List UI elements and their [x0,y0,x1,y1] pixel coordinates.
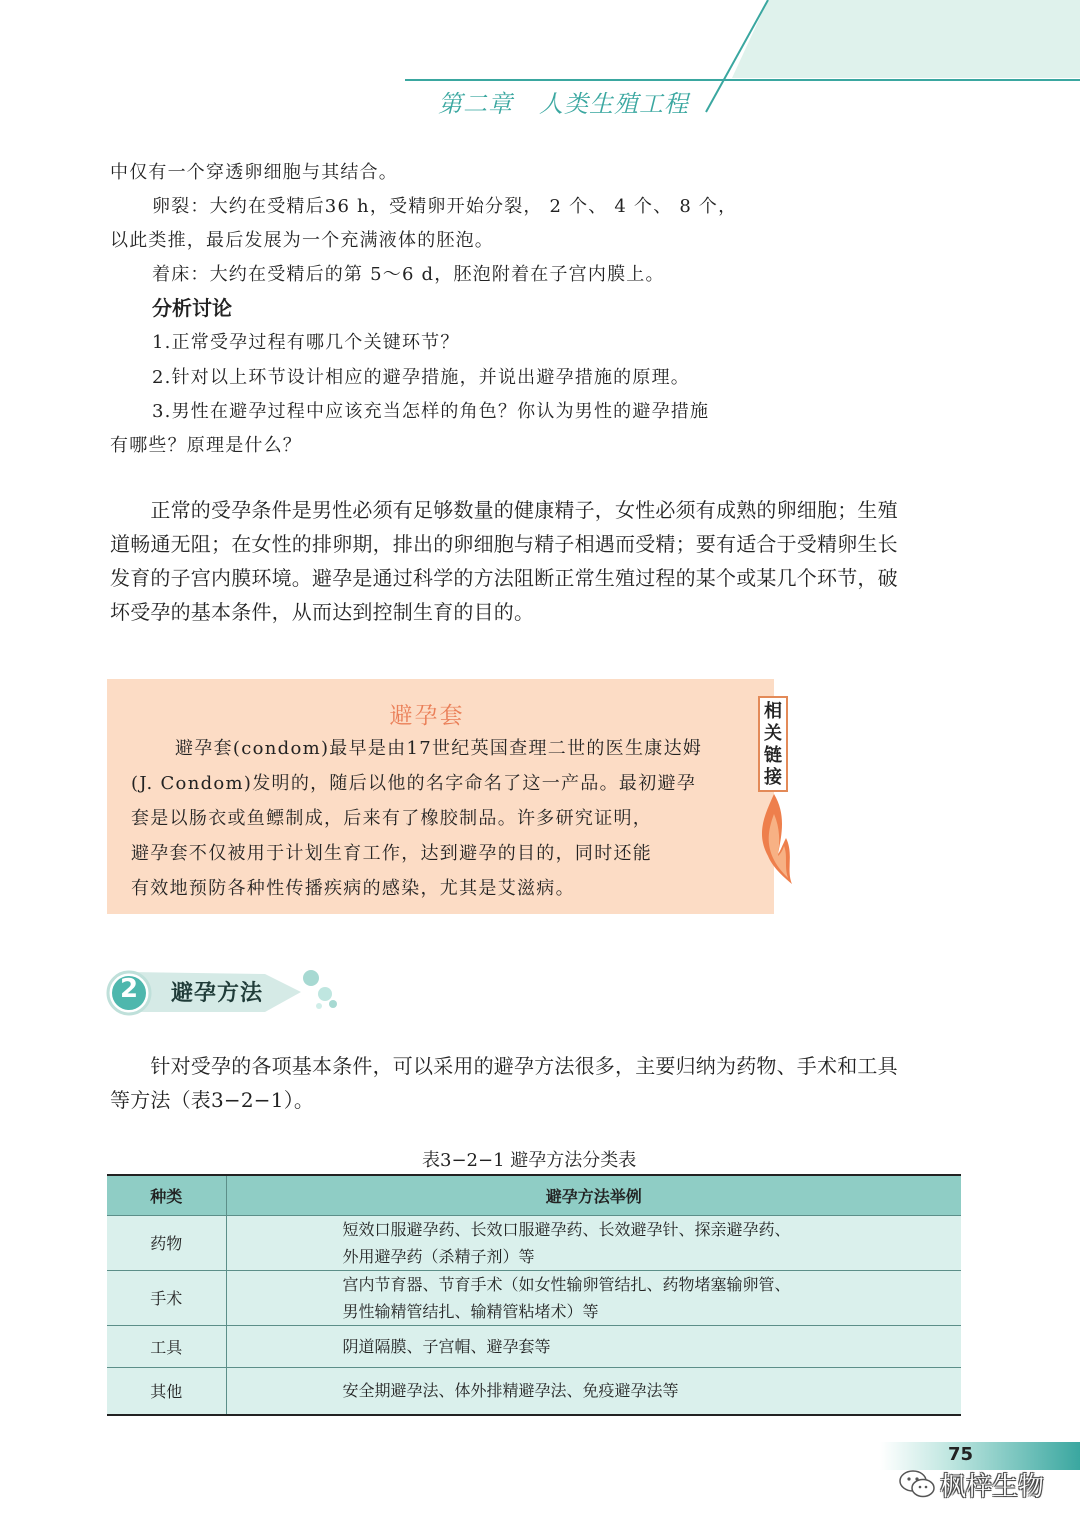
table-header-row [107,1175,961,1215]
related-link-box [107,679,774,914]
text-line: 坏受孕的基本条件，从而达到控制生育的目的。 [110,600,535,624]
column-header: 避孕方法举例 [226,1175,961,1215]
flame-icon [756,794,796,886]
question-1: 1.正常受孕过程有哪几个关键环节？ [152,332,460,353]
method-cell: 宫内节育器、节育手术（如女性输卵管结扎、药物堵塞输卵管、 男性输精管结扎、输精管粘堵术）等 [226,1270,961,1325]
intro-line: 着床：大约在受精后的第 5～6 d，胚泡附着在子宫内膜上。 [152,264,665,285]
method-cell: 短效口服避孕药、长效口服避孕药、长效避孕针、探亲避孕药、 外用避孕药（杀精子剂）等 [226,1215,961,1270]
question-2: 2.针对以上环节设计相应的避孕措施，并说出避孕措施的原理。 [152,367,690,388]
intro-line: 中仅有一个穿透卵细胞与其结合。 [110,162,398,183]
kind-cell: 其他 [107,1367,226,1415]
intro-line: 以此类推，最后发展为一个充满液体的胚泡。 [110,230,494,251]
kind-cell: 工具 [107,1325,226,1367]
related-link-body [131,731,702,906]
method-cell: 阴道隔膜、子宫帽、避孕套等 [226,1325,961,1367]
section-paragraph [110,1049,962,1117]
analysis-heading: 分析讨论 [152,296,232,320]
related-link-title: 避孕套 [389,703,465,729]
kind-cell: 药物 [107,1215,226,1270]
text-line: 针对受孕的各项基本条件，可以采用的避孕方法很多，主要归纳为药物、手术和工具 [110,1054,898,1078]
text-line: 发育的子宫内膜环境。避孕是通过科学的方法阻断正常生殖过程的某个或某几个环节，破 [110,566,898,590]
text-line: 有效地预防各种性传播疾病的感染，尤其是艾滋病。 [131,878,575,899]
table-row [107,1215,961,1270]
table-row [107,1270,961,1325]
section-title: 避孕方法 [171,981,264,1006]
wechat-icon [898,1468,936,1500]
question-3: 3.男性在避孕过程中应该充当怎样的角色？你认为男性的避孕措施 [152,401,710,422]
chapter-heading [438,84,689,119]
method-cell: 安全期避孕法、体外排精避孕法、免疫避孕法等 [226,1367,961,1415]
text-line: 等方法（表3−2−1）。 [110,1088,315,1112]
kind-cell: 手术 [107,1270,226,1325]
question-3-cont: 有哪些？原理是什么？ [110,435,302,456]
watermark-text: 枫梓生物 [940,1472,1045,1502]
section-heading [105,966,345,1018]
main-paragraph [110,493,962,629]
text-line: (J. Condom)发明的，随后以他的名字命名了这一产品。最初避孕 [131,773,697,794]
column-header: 种类 [107,1175,226,1215]
table-row [107,1325,961,1367]
text-line: 道畅通无阻；在女性的排卵期，排出的卵细胞与精子相遇而受精；要有适合于受精卵生长 [110,532,898,556]
watermark [896,1464,1066,1504]
section-number: 2 [119,974,139,1004]
chapter-number: 第二章 [438,90,513,118]
text-line: 套是以肠衣或鱼鳔制成，后来有了橡胶制品。许多研究证明， [131,808,653,829]
text-line: 避孕套不仅被用于计划生育工作，达到避孕的目的，同时还能 [131,843,653,864]
related-link-tag-label: 相 关 链 接 [758,696,788,792]
chapter-title: 人类生殖工程 [539,90,689,118]
contraception-table [107,1174,961,1416]
table-row [107,1367,961,1415]
intro-line: 卵裂：大约在受精后36 h，受精卵开始分裂， 2 个、 4 个、 8 个， [152,196,738,217]
text-line: 正常的受孕条件是男性必须有足够数量的健康精子，女性必须有成熟的卵细胞；生殖 [110,498,898,522]
related-link-tag [752,696,798,896]
text-line: 避孕套(condom)最早是由17世纪英国查理二世的医生康达姆 [175,738,703,759]
table-caption: 表3−2−1 避孕方法分类表 [422,1150,637,1171]
page-number: 75 [948,1444,974,1465]
